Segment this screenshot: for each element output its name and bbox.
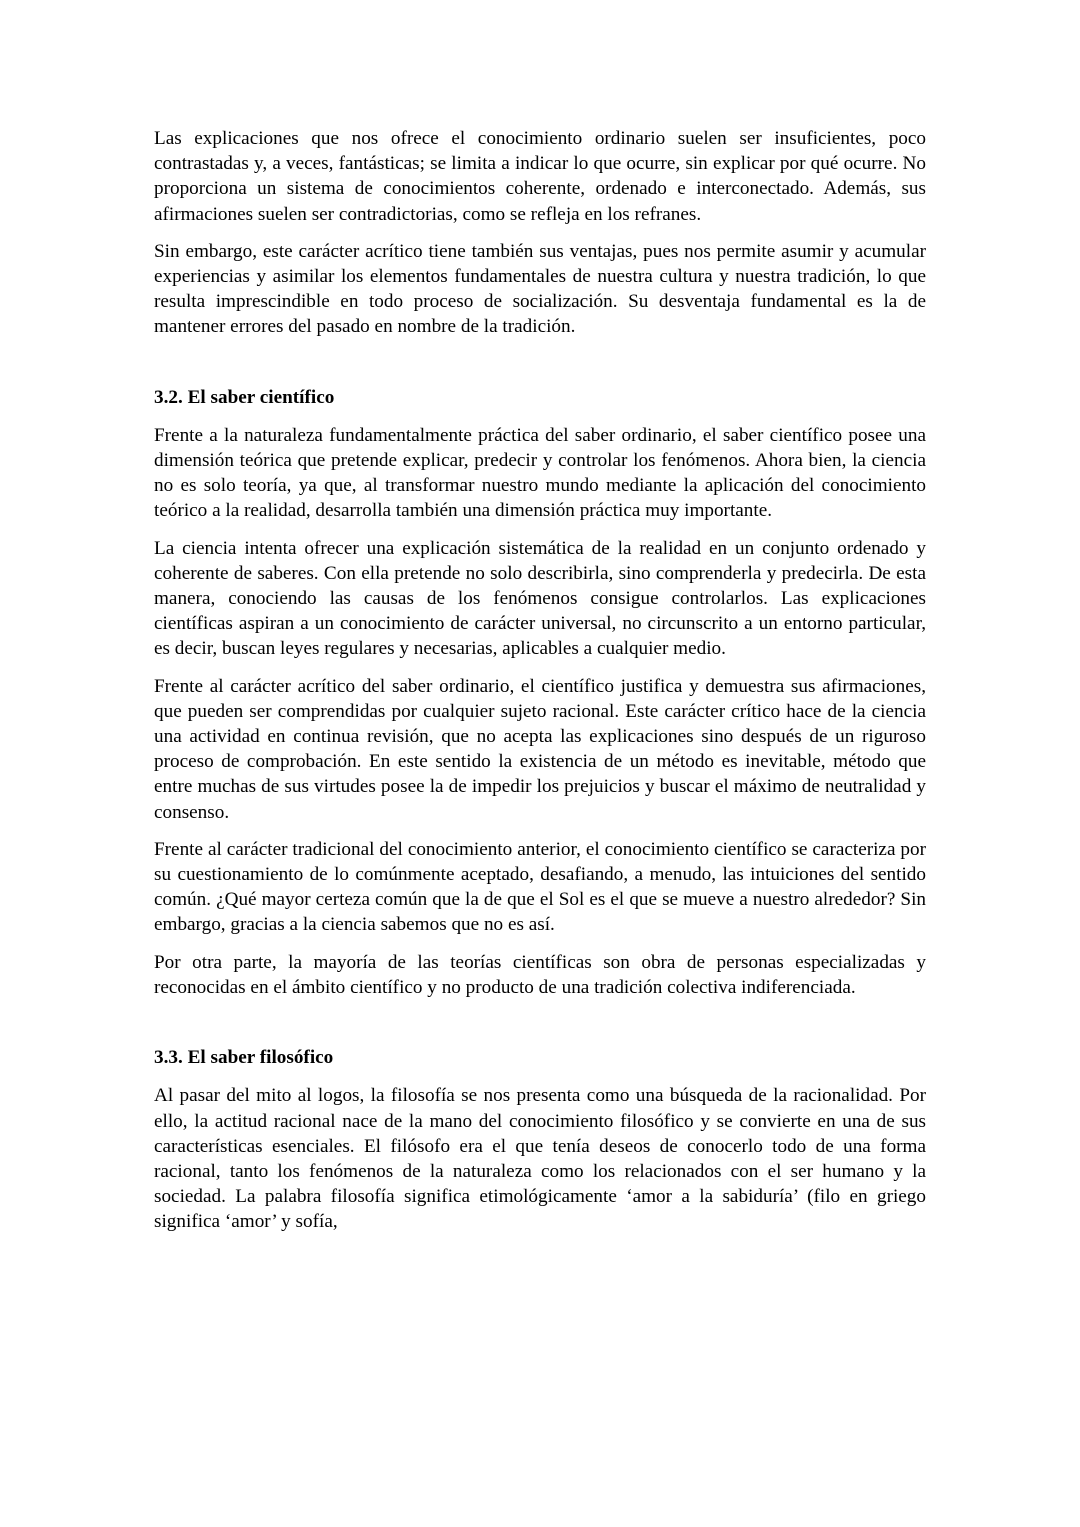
section-heading-3-3: 3.3. El saber filosófico: [154, 1047, 334, 1069]
paragraph: Las explicaciones que nos ofrece el conocimiento ordinario suelen ser insuficientes, poco contrastadas y, a veces, fantásticas; se limita a indicar lo que ocurre, sin explicar por qué ocurre. No proporciona un sistema de conocimientos coherente, ordenado e interconectado. Además, sus afirmaciones suelen ser contradictorias, como se refleja en los refranes.: [154, 128, 926, 225]
paragraph: Sin embargo, este carácter acrítico tiene también sus ventajas, pues nos permite asumir y acumular experiencias y asimilar los elementos fundamentales de nuestra cultura y nuestra tradición, lo que resulta imprescindible en todo proceso de socialización. Su desventaja fundamental es la de mantener errores del pasado en nombre de la tradición.: [154, 240, 926, 338]
section-heading-3-2: 3.2. El saber científico: [154, 386, 335, 408]
paragraph: Frente al carácter tradicional del conocimiento anterior, el conocimiento científico se caracteriza por su cuestionamiento de lo comúnmente aceptado, desafiando, a menudo, las intuiciones del sentido común. ¿Qué mayor certeza común que la de que el Sol es el que se mueve a nuestro alrededor? Sin embargo, gracias a la ciencia sabemos que no es así.: [154, 838, 926, 936]
paragraph: Al pasar del mito al logos, la filosofía se nos presenta como una búsqueda de la racionalidad. Por ello, la actitud racional nace de la mano del conocimiento filosófico y se convierte en una de sus características esenciales. El filósofo era el que tenía deseos de conocerlo todo de una forma racional, tanto los fenómenos de la naturaleza como los relacionados con el ser humano y la sociedad. La palabra filosofía significa etimológicamente ‘amor a la sabiduría’ (filo en griego significa ‘amor’ y sofía,: [154, 1085, 926, 1233]
paragraph: Frente a la naturaleza fundamentalmente práctica del saber ordinario, el saber científico posee una dimensión teórica que pretende explicar, predecir y controlar los fenómenos. Ahora bien, la ciencia no es solo teoría, ya que, al transformar nuestro mundo mediante la aplicación del conocimiento teórico a la realidad, desarrolla también una dimensión práctica muy importante.: [154, 424, 926, 522]
paragraph: Frente al carácter acrítico del saber ordinario, el científico justifica y demuestra sus afirmaciones, que pueden ser comprendidas por cualquier sujeto racional. Este carácter crítico hace de la ciencia una actividad en continua revisión, que no acepta las explicaciones sino después de un riguroso proceso de comprobación. En este sentido la existencia de un método es inevitable, método que entre muchas de sus virtudes posee la de impedir los prejuicios y buscar el máximo de neutralidad y consenso.: [154, 675, 926, 823]
paragraph: La ciencia intenta ofrecer una explicación sistemática de la realidad en un conjunto ordenado y coherente de saberes. Con ella pretende no solo describirla, sino comprenderla y predecirla. De esta manera, conociendo las causas de los fenómenos consigue controlarlos. Las explicaciones científicas aspiran a un conocimiento de carácter universal, no circunscrito a un entorno particular, es decir, buscan leyes regulares y necesarias, aplicables a cualquier medio.: [154, 537, 926, 660]
page-content: [154, 126, 926, 1247]
paragraph: Por otra parte, la mayoría de las teorías científicas son obra de personas especializadas y reconocidas en el ámbito científico y no producto de una tradición colectiva indiferenciada.: [154, 951, 926, 998]
